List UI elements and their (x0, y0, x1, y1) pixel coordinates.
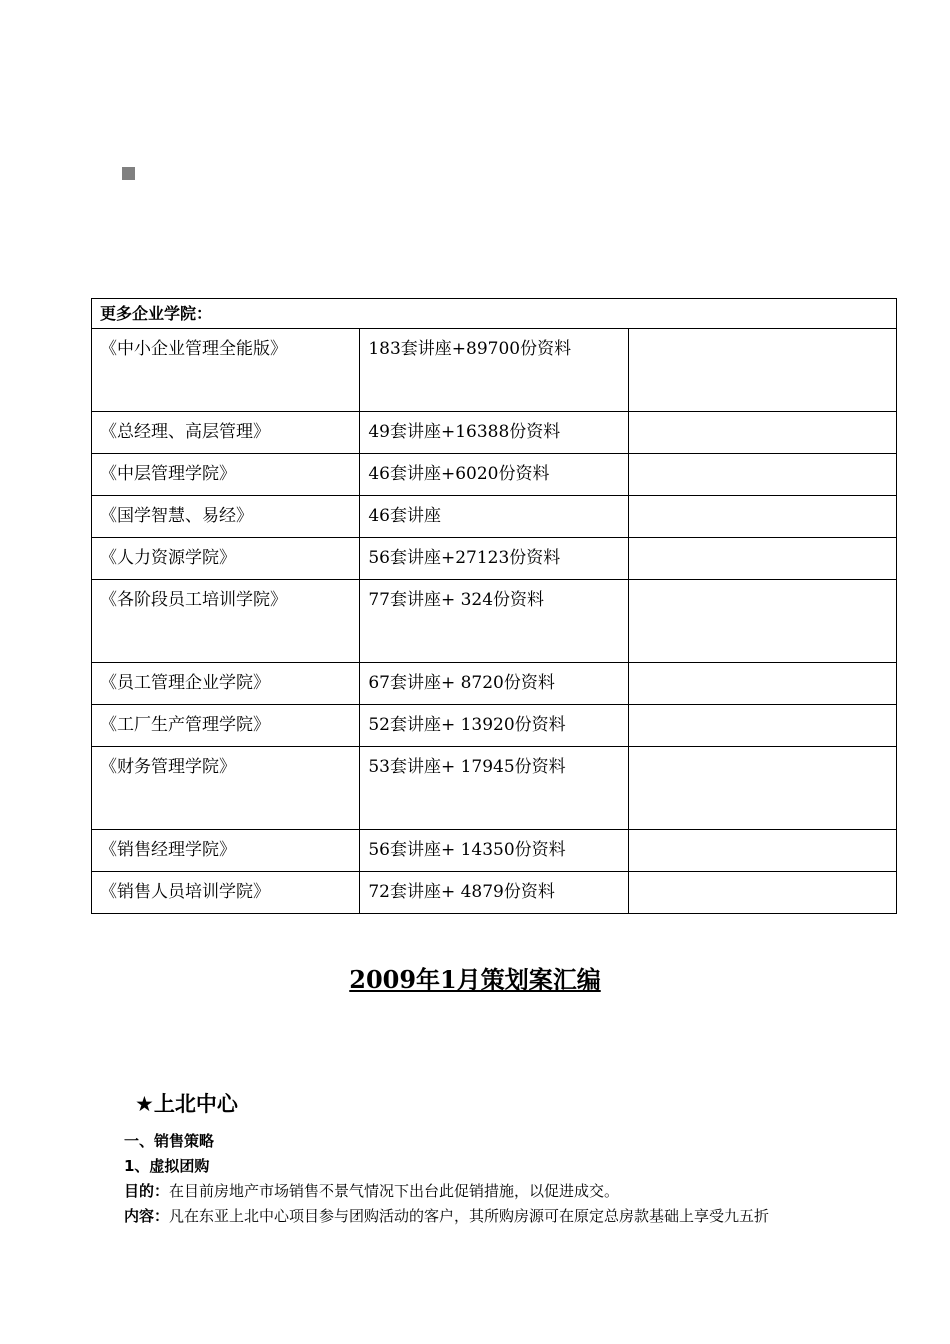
table-row (92, 747, 897, 830)
heading-virtual-group-buy: 1、虚拟团购 (124, 1157, 210, 1175)
course-content-cell: 72套讲座+ 4879份资料 (360, 872, 628, 914)
table-row (92, 329, 897, 412)
table-row (92, 412, 897, 454)
empty-cell (628, 538, 896, 580)
table-header-row (92, 299, 897, 329)
course-name-cell: 《中小企业管理全能版》 (92, 329, 360, 412)
table-row (92, 830, 897, 872)
table-row (92, 705, 897, 747)
table-row (92, 454, 897, 496)
empty-cell (628, 663, 896, 705)
purpose-text: 在目前房地产市场销售不景气情况下出台此促销措施，以促进成交。 (169, 1182, 620, 1200)
content-text: 凡在东亚上北中心项目参与团购活动的客户，其所购房源可在原定总房款基础上享受九五折 (169, 1207, 770, 1225)
course-name-cell: 《各阶段员工培训学院》 (92, 580, 360, 663)
empty-cell (628, 747, 896, 830)
course-content-cell: 46套讲座 (360, 496, 628, 538)
course-content-cell: 56套讲座+27123份资料 (360, 538, 628, 580)
course-name-cell: 《财务管理学院》 (92, 747, 360, 830)
content-label: 内容： (124, 1207, 170, 1225)
section-title: ★上北中心 (135, 1092, 238, 1116)
table-row (92, 538, 897, 580)
empty-cell (628, 872, 896, 914)
course-name-cell: 《中层管理学院》 (92, 454, 360, 496)
empty-cell (628, 329, 896, 412)
course-name-cell: 《国学智慧、易经》 (92, 496, 360, 538)
course-content-cell: 49套讲座+16388份资料 (360, 412, 628, 454)
table-row (92, 580, 897, 663)
course-content-cell: 53套讲座+ 17945份资料 (360, 747, 628, 830)
course-name-cell: 《人力资源学院》 (92, 538, 360, 580)
purpose-label: 目的： (124, 1182, 170, 1200)
course-content-cell: 46套讲座+6020份资料 (360, 454, 628, 496)
course-content-cell: 77套讲座+ 324份资料 (360, 580, 628, 663)
course-content-cell: 56套讲座+ 14350份资料 (360, 830, 628, 872)
purpose-paragraph (124, 1180, 619, 1201)
table-title: 更多企业学院： (92, 299, 897, 329)
course-content-cell: 67套讲座+ 8720份资料 (360, 663, 628, 705)
empty-cell (628, 496, 896, 538)
course-name-cell: 《总经理、高层管理》 (92, 412, 360, 454)
bullet-square-icon (122, 167, 135, 180)
heading-sales-strategy: 一、销售策略 (124, 1132, 215, 1150)
course-name-cell: 《工厂生产管理学院》 (92, 705, 360, 747)
empty-cell (628, 454, 896, 496)
table-row (92, 496, 897, 538)
course-name-cell: 《销售人员培训学院》 (92, 872, 360, 914)
course-table (91, 298, 897, 914)
empty-cell (628, 705, 896, 747)
course-name-cell: 《员工管理企业学院》 (92, 663, 360, 705)
empty-cell (628, 580, 896, 663)
document-title: 2009年1月策划案汇编 (349, 965, 601, 994)
course-content-cell: 183套讲座+89700份资料 (360, 329, 628, 412)
empty-cell (628, 830, 896, 872)
table-row (92, 872, 897, 914)
course-content-cell: 52套讲座+ 13920份资料 (360, 705, 628, 747)
empty-cell (628, 412, 896, 454)
table-row (92, 663, 897, 705)
content-paragraph (124, 1205, 769, 1226)
course-name-cell: 《销售经理学院》 (92, 830, 360, 872)
